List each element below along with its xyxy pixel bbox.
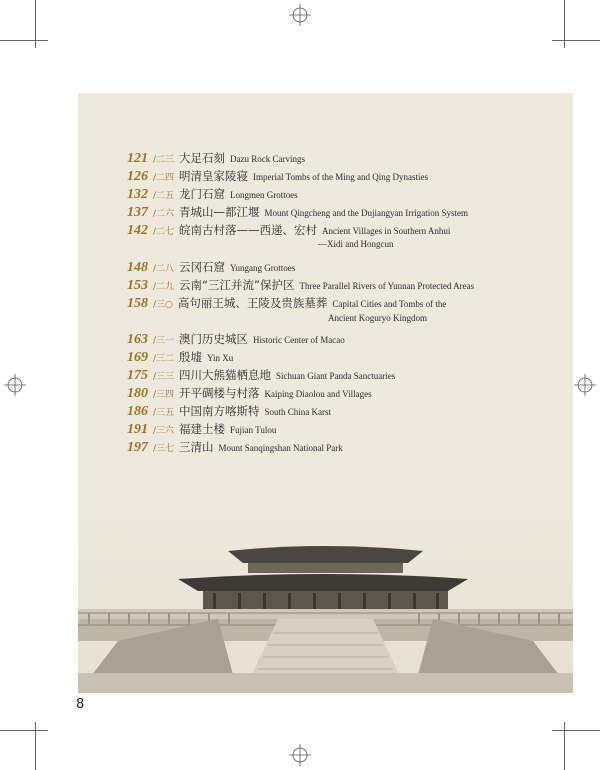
toc-page-number: 180 — [127, 386, 148, 401]
toc-title-en-continued: —Xidi and Hongcun — [318, 239, 394, 249]
toc-index: /三五 — [153, 408, 175, 418]
toc-index: /二九 — [153, 282, 175, 292]
toc-index: /三二 — [153, 354, 175, 364]
registration-mark-icon — [289, 4, 311, 26]
toc-title-cn: 青城山—都江堰 — [179, 205, 260, 219]
toc-entry[interactable] — [78, 222, 450, 240]
toc-index: /二六 — [153, 209, 175, 219]
toc-title-cn: 中国南方喀斯特 — [179, 404, 260, 418]
toc-entry[interactable] — [78, 331, 345, 349]
toc-index: /三六 — [153, 426, 175, 436]
toc-title-en: Kaiping Diaolou and Villages — [264, 389, 372, 399]
toc-index: /二八 — [153, 264, 175, 274]
toc-entry[interactable] — [78, 421, 276, 439]
registration-mark-icon — [4, 374, 26, 396]
toc-index: /二五 — [153, 191, 175, 201]
toc-entry[interactable] — [78, 150, 305, 168]
toc-page-number: 175 — [127, 368, 148, 383]
toc-entry[interactable] — [78, 349, 233, 367]
toc-page-number: 191 — [127, 422, 148, 437]
toc-title-en: Ancient Villages in Southern Anhui — [322, 226, 451, 236]
toc-title-en: Historic Center of Macao — [253, 335, 345, 345]
toc-title-en: Imperial Tombs of the Ming and Qing Dynasties — [253, 172, 428, 182]
toc-title-en: Yin Xu — [207, 353, 234, 363]
toc-entry[interactable] — [78, 367, 395, 385]
toc-title-en: Yungang Grottoes — [230, 263, 296, 273]
toc-entry[interactable] — [78, 403, 331, 421]
toc-page-number: 197 — [127, 440, 148, 455]
crop-mark — [0, 730, 48, 731]
toc-page-number: 153 — [127, 278, 148, 293]
toc-title-en: Sichuan Giant Panda Sanctuaries — [276, 371, 396, 381]
registration-mark-icon — [574, 374, 596, 396]
toc-page-number: 148 — [127, 260, 148, 275]
toc-index: /三三 — [153, 372, 175, 382]
page-number: 8 — [76, 697, 85, 712]
toc-entry[interactable] — [78, 385, 372, 403]
toc-page-number: 121 — [127, 151, 148, 166]
toc-title-cn: 三清山 — [179, 440, 214, 454]
toc-page-number: 132 — [127, 187, 148, 202]
toc-title-cn: 殷墟 — [179, 350, 203, 364]
toc-entry[interactable] — [78, 186, 298, 204]
toc-title-cn: 皖南古村落——西递、宏村 — [179, 223, 318, 237]
toc-title-en: Longmen Grottoes — [230, 190, 298, 200]
toc-entry[interactable] — [78, 259, 295, 277]
toc-title-en: Capital Cities and Tombs of the — [332, 299, 447, 309]
toc-title-en: South China Karst — [264, 407, 332, 417]
toc-page-number: 186 — [127, 404, 148, 419]
toc-title-cn: 明清皇家陵寝 — [179, 169, 249, 183]
registration-mark-icon — [289, 744, 311, 766]
toc-entry[interactable] — [78, 168, 428, 186]
toc-page-number: 158 — [127, 296, 148, 311]
palace-hall-photo — [78, 513, 573, 693]
toc-page-number: 142 — [127, 223, 148, 238]
toc-title-en-continued: Ancient Koguryo Kingdom — [328, 313, 427, 323]
toc-index: /三四 — [153, 390, 175, 400]
crop-mark — [552, 730, 600, 731]
toc-title-en: Mount Sanqingshan National Park — [218, 443, 343, 453]
contents-panel — [78, 93, 573, 693]
toc-title-en: Dazu Rock Carvings — [230, 154, 306, 164]
toc-title-cn: 云冈石窟 — [179, 260, 226, 274]
toc-page-number: 163 — [127, 332, 148, 347]
toc-index: /三一 — [153, 336, 175, 346]
toc-title-cn: 云南“三江并流”保护区 — [179, 278, 295, 292]
toc-page-number: 126 — [127, 169, 148, 184]
toc-title-cn: 大足石刻 — [179, 151, 226, 165]
crop-mark — [552, 40, 600, 41]
toc-entry[interactable] — [78, 295, 446, 313]
toc-page-number: 169 — [127, 350, 148, 365]
toc-index: /三○ — [153, 300, 173, 310]
toc-title-en: Fujian Tulou — [230, 425, 277, 435]
crop-mark — [0, 40, 48, 41]
toc-title-cn: 开平碉楼与村落 — [179, 386, 260, 400]
toc-page-number: 137 — [127, 205, 148, 220]
toc-title-cn: 四川大熊猫栖息地 — [179, 368, 272, 382]
toc-title-cn: 澳门历史城区 — [179, 332, 249, 346]
toc-entry[interactable] — [78, 204, 468, 222]
toc-title-en: Three Parallel Rivers of Yunnan Protected Areas — [299, 281, 475, 291]
toc-title-cn: 龙门石窟 — [179, 187, 226, 201]
toc-index: /二三 — [153, 155, 175, 165]
toc-title-cn: 福建土楼 — [179, 422, 226, 436]
toc-index: /二四 — [153, 173, 175, 183]
toc-index: /三七 — [153, 444, 175, 454]
toc-title-cn: 高句丽王城、王陵及贵族墓葬 — [177, 296, 328, 310]
toc-index: /二七 — [153, 227, 175, 237]
toc-title-en: Mount Qingcheng and the Dujiangyan Irrigation System — [264, 208, 469, 218]
toc-entry[interactable] — [78, 277, 474, 295]
toc-entry[interactable] — [78, 439, 343, 457]
